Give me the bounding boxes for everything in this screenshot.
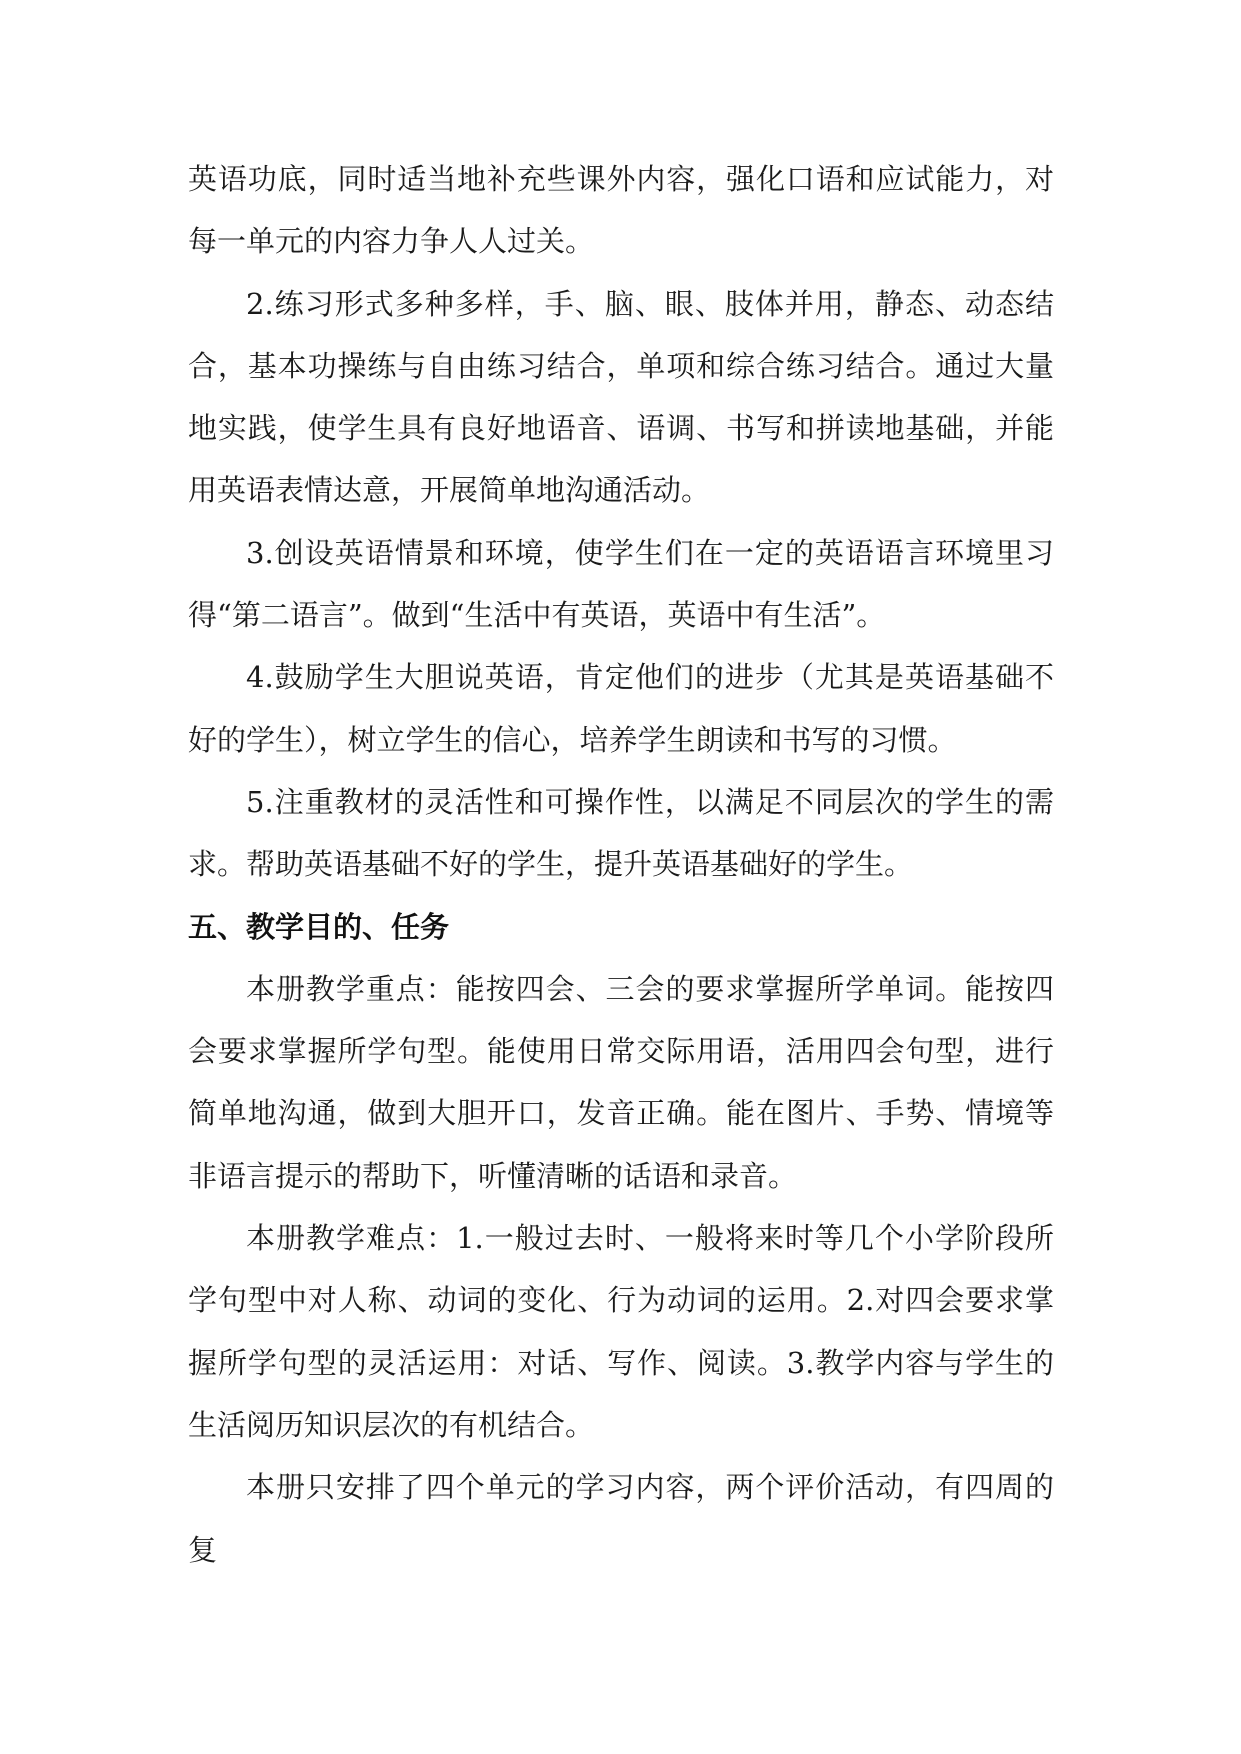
paragraph-arrangement: 本册只安排了四个单元的学习内容，两个评价活动，有四周的复 bbox=[188, 1470, 1054, 1567]
paragraph-point-4: 4.鼓励学生大胆说英语，肯定他们的进步（尤其是英语基础不好的学生），树立学生的信心，培养学生朗读和书写的习惯。 bbox=[188, 660, 1054, 757]
section-heading: 五、教学目的、任务 bbox=[188, 909, 450, 944]
paragraph-continuation: 英语功底，同时适当地补充些课外内容，强化口语和应试能力，对每一单元的内容力争人人过关。 bbox=[188, 162, 1054, 259]
paragraph-difficulties: 本册教学难点：1.一般过去时、一般将来时等几个小学阶段所学句型中对人称、动词的变化、行为动词的运用。2.对四会要求掌握所学句型的灵活运用：对话、写作、阅读。3.教学内容与学生的生活阅历知识层次的有机结合。 bbox=[188, 1221, 1054, 1442]
paragraph-point-3: 3.创设英语情景和环境，使学生们在一定的英语语言环境里习得“第二语言”。做到“生活中有英语，英语中有生活”。 bbox=[188, 535, 1054, 633]
paragraph-key-points: 本册教学重点：能按四会、三会的要求掌握所学单词。能按四会要求掌握所学句型。能使用日常交际用语，活用四会句型，进行简单地沟通，做到大胆开口，发音正确。能在图片、手势、情境等非语言提示的帮助下，听懂清晰的话语和录音。 bbox=[188, 971, 1054, 1193]
paragraph-point-5: 5.注重教材的灵活性和可操作性，以满足不同层次的学生的需求。帮助英语基础不好的学生，提升英语基础好的学生。 bbox=[188, 784, 1054, 882]
document-body bbox=[188, 148, 1054, 1581]
paragraph-point-2: 2.练习形式多种多样，手、脑、眼、肢体并用，静态、动态结合，基本功操练与自由练习结合，单项和综合练习结合。通过大量地实践，使学生具有良好地语音、语调、书写和拼读地基础，并能用英语表情达意，开展简单地沟通活动。 bbox=[188, 286, 1054, 508]
